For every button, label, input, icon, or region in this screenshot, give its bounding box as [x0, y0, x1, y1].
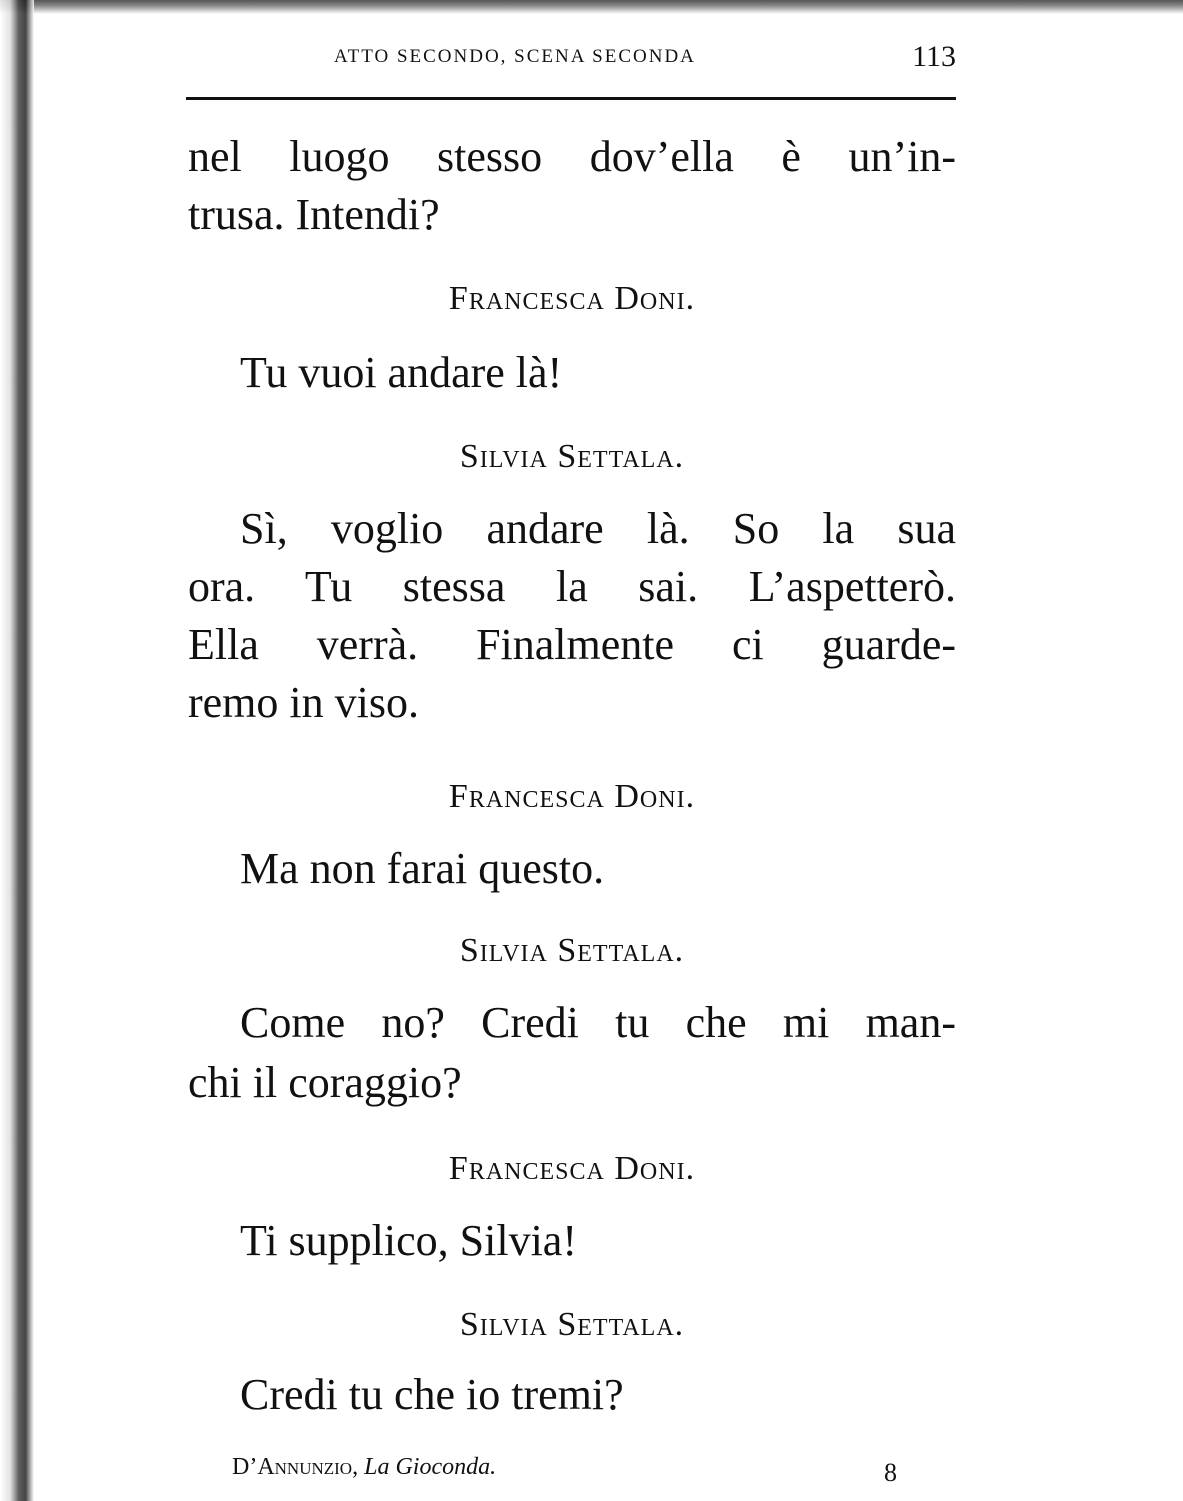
speech [188, 1366, 956, 1424]
signature-mark: 8 [884, 1458, 897, 1487]
speech [188, 994, 956, 1052]
speaker-name: Silvia Settala. [459, 1306, 685, 1343]
speech [188, 500, 956, 674]
speech-line: Come no? Credi tu che mi man- [240, 998, 956, 1047]
page-binding-edge [0, 0, 34, 1501]
speaker-name: Francesca Doni. [448, 1150, 696, 1187]
speech-end [188, 674, 956, 732]
speaker-name: Silvia Settala. [459, 932, 685, 969]
speech-line: nel luogo stesso dov’ella è un’in- [188, 132, 956, 181]
footer-title: La Gioconda. [364, 1454, 497, 1480]
speech-line: Credi tu che io tremi? [240, 1370, 624, 1419]
speaker-name: Francesca Doni. [448, 280, 696, 317]
speech-end [188, 1054, 956, 1112]
speech [188, 1212, 956, 1270]
speech-line: Tu vuoi andare là! [240, 348, 563, 397]
speech-line: remo in viso. [188, 678, 419, 727]
header-rule [186, 97, 956, 100]
speech-continuation [188, 128, 956, 186]
speech-line: Ma non farai questo. [240, 844, 605, 893]
speech-line: Sì, voglio andare là. So la sua [240, 504, 956, 553]
speech-line: chi il coraggio? [188, 1058, 462, 1107]
page-number: 113 [912, 40, 956, 73]
speaker-name: Silvia Settala. [459, 438, 685, 475]
speech-line: Ti supplico, Silvia! [240, 1216, 577, 1265]
speech-line: trusa. Intendi? [188, 190, 440, 239]
speech [188, 344, 956, 402]
speech-line: Ella verrà. Finalmente ci guarde- [188, 620, 956, 669]
running-header [186, 40, 956, 80]
speaker-name: Francesca Doni. [448, 778, 696, 815]
speech-continuation-end [188, 186, 956, 244]
page-top-edge-shadow [0, 0, 1183, 14]
running-head-title: ATTO SECONDO, SCENA SECONDA [334, 46, 696, 67]
speech [188, 840, 956, 898]
footer-credit [232, 1454, 496, 1481]
footer-author: D’Annunzio, [232, 1454, 359, 1480]
speech-line: ora. Tu stessa la sai. L’aspetterò. [188, 562, 956, 611]
